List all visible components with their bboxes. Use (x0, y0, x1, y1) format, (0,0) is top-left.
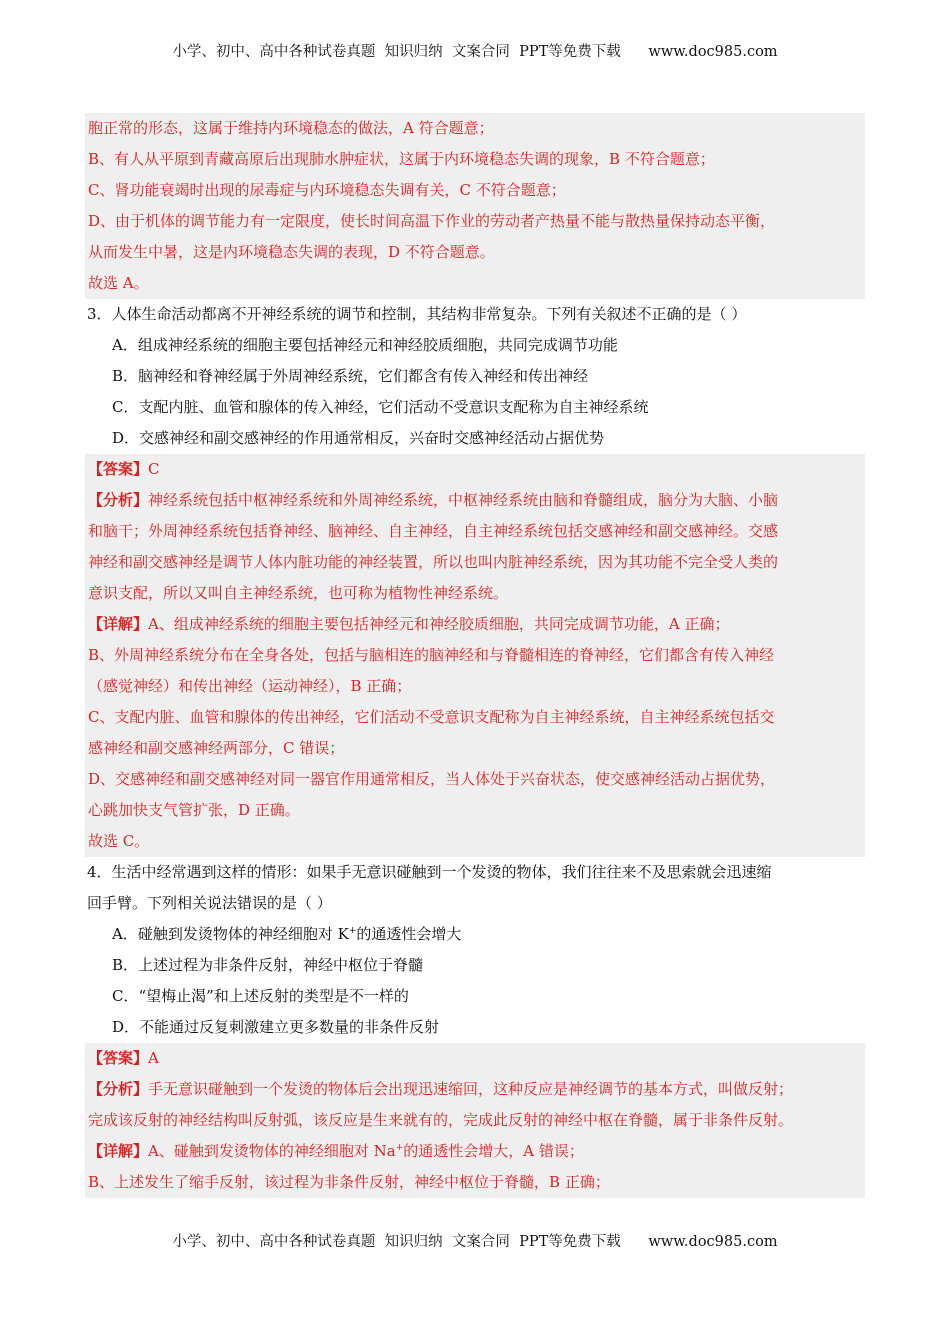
conclusion-line: 故选 C。 (85, 826, 865, 857)
question-3-option-a: A．组成神经系统的细胞主要包括神经元和神经胶质细胞，共同完成调节功能 (112, 336, 618, 354)
question-3-answer: 【答案】C (85, 454, 865, 485)
detail-line: B、外周神经系统分布在全身各处，包括与脑相连的脑神经和与脊髓相连的脊神经，它们都含有传入神经 (85, 640, 865, 671)
analysis-line: 和脑干；外周神经系统包括脊神经、脑神经、自主神经，自主神经系统包括交感神经和副交感神经。交感 (85, 516, 865, 547)
analysis-line: B、有人从平原到青藏高原后出现肺水肿症状，这属于内环境稳态失调的现象，B 不符合题意； (85, 144, 865, 175)
detail-tag: 【详解】 (88, 1142, 149, 1160)
page-header: 小学、初中、高中各种试卷真题 知识归纳 文案合同 PPT等免费下载 www.doc985.com (172, 44, 778, 60)
question-4-stem: 4．生活中经常遇到这样的情形：如果手无意识碰触到一个发烫的物体，我们往往来不及思索就会迅速缩 (87, 863, 772, 881)
analysis-tag: 【分析】 (88, 491, 149, 509)
question-4-analysis: 【分析】手无意识碰触到一个发烫的物体后会出现迅速缩回，这种反应是神经调节的基本方式，叫做反射； (85, 1074, 865, 1105)
question-3-option-c: C．支配内脏、血管和腺体的传入神经，它们活动不受意识支配称为自主神经系统 (112, 398, 649, 416)
page-footer: 小学、初中、高中各种试卷真题 知识归纳 文案合同 PPT等免费下载 www.doc985.com (172, 1234, 778, 1250)
detail-line: B、上述发生了缩手反射，该过程为非条件反射，神经中枢位于脊髓，B 正确； (85, 1167, 865, 1198)
analysis-line: 意识支配，所以又叫自主神经系统，也可称为植物性神经系统。 (85, 578, 865, 609)
answer-tag: 【答案】 (88, 460, 149, 478)
analysis-line: C、肾功能衰竭时出现的尿毒症与内环境稳态失调有关，C 不符合题意； (85, 175, 865, 206)
question-4-option-a: A．碰触到发烫物体的神经细胞对 K+的通透性会增大 (112, 925, 462, 943)
question-4-detail: 【详解】A、碰触到发烫物体的神经细胞对 Na+的通透性会增大，A 错误； (85, 1136, 865, 1167)
analysis-line: 从而发生中暑，这是内环境稳态失调的表现，D 不符合题意。 (85, 237, 865, 268)
question-4-option-b: B．上述过程为非条件反射，神经中枢位于脊髓 (112, 956, 424, 974)
question-4-answer: 【答案】A (85, 1043, 865, 1074)
question-3-option-b: B．脑神经和脊神经属于外周神经系统，它们都含有传入神经和传出神经 (112, 367, 589, 385)
question-4-stem: 回手臂。下列相关说法错误的是（ ） (87, 894, 332, 912)
question-3-detail: 【详解】A、组成神经系统的细胞主要包括神经元和神经胶质细胞，共同完成调节功能，A 正确； (85, 609, 865, 640)
conclusion-line: 故选 A。 (85, 268, 865, 299)
detail-line: 感神经和副交感神经两部分，C 错误； (85, 733, 865, 764)
detail-line: （感觉神经）和传出神经（运动神经），B 正确； (85, 671, 865, 702)
analysis-line: 神经和副交感神经是调节人体内脏功能的神经装置，所以也叫内脏神经系统，因为其功能不完全受人类的 (85, 547, 865, 578)
analysis-tag: 【分析】 (88, 1080, 149, 1098)
answer-tag: 【答案】 (88, 1049, 149, 1067)
question-3-analysis: 【分析】神经系统包括中枢神经系统和外周神经系统，中枢神经系统由脑和脊髓组成，脑分为大脑、小脑 (85, 485, 865, 516)
detail-line: 心跳加快支气管扩张，D 正确。 (85, 795, 865, 826)
analysis-line: 胞正常的形态，这属于维持内环境稳态的做法，A 符合题意； (85, 113, 865, 144)
question-4-option-c: C．“望梅止渴”和上述反射的类型是不一样的 (112, 987, 409, 1005)
question-3-stem: 3．人体生命活动都离不开神经系统的调节和控制，其结构非常复杂。下列有关叙述不正确的是（ ） (87, 305, 747, 323)
question-3-option-d: D．交感神经和副交感神经的作用通常相反，兴奋时交感神经活动占据优势 (112, 429, 605, 447)
analysis-line: 完成该反射的神经结构叫反射弧，该反应是生来就有的，完成此反射的神经中枢在脊髓，属于非条件反射。 (85, 1105, 865, 1136)
document-body (85, 113, 865, 1198)
detail-tag: 【详解】 (88, 615, 149, 633)
detail-line: C、支配内脏、血管和腺体的传出神经，它们活动不受意识支配称为自主神经系统，自主神经系统包括交 (85, 702, 865, 733)
question-4-option-d: D．不能通过反复刺激建立更多数量的非条件反射 (112, 1018, 440, 1036)
analysis-line: D、由于机体的调节能力有一定限度，使长时间高温下作业的劳动者产热量不能与散热量保持动态平衡， (85, 206, 865, 237)
detail-line: D、交感神经和副交感神经对同一器官作用通常相反，当人体处于兴奋状态，使交感神经活动占据优势， (85, 764, 865, 795)
